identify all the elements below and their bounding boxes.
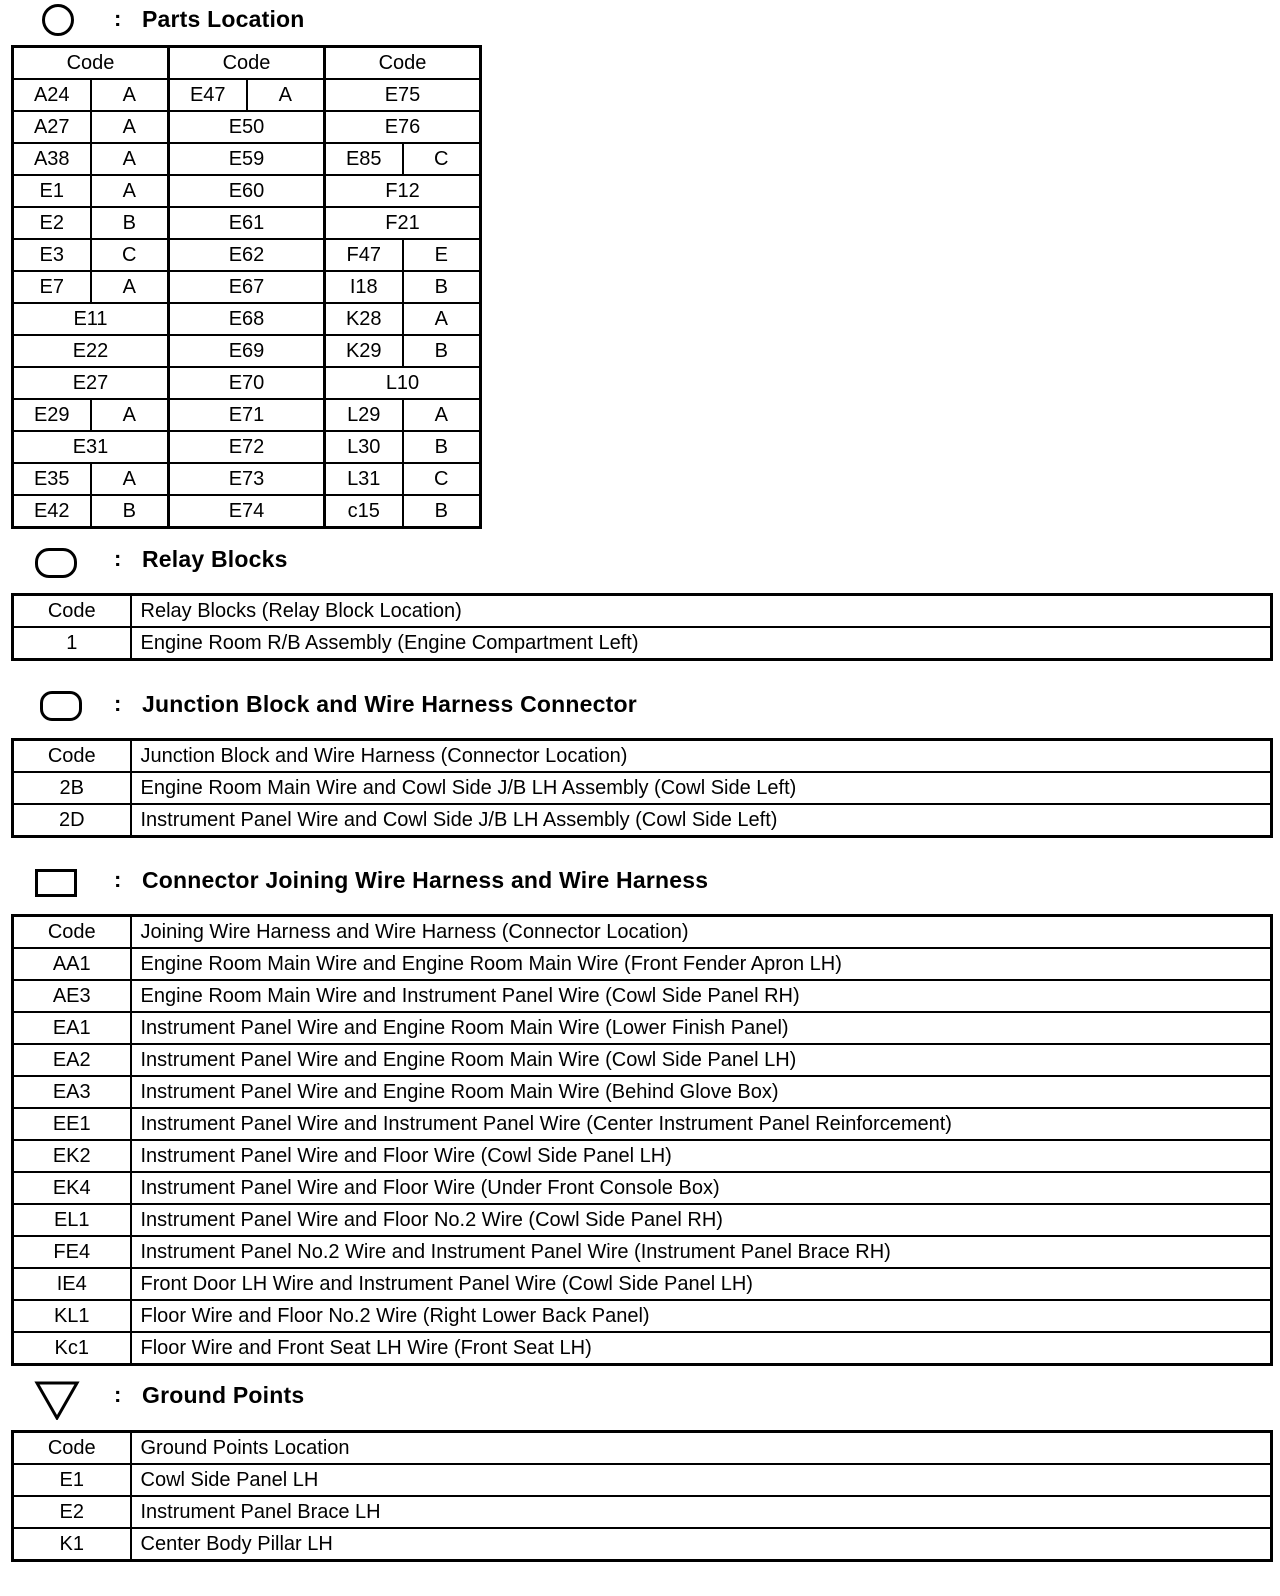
parts-location-header: [0, 4, 1280, 40]
location-cell: B: [403, 335, 481, 367]
code-cell: EK2: [13, 1140, 131, 1172]
table-row: [13, 175, 481, 207]
location-cell: B: [403, 271, 481, 303]
location-cell: B: [91, 495, 169, 528]
code-cell: I18: [325, 271, 403, 303]
code-cell: E3: [13, 239, 91, 271]
code-cell: 1: [13, 627, 131, 660]
code-cell: E59: [169, 143, 325, 175]
table-row: [13, 1172, 1272, 1204]
location-cell: A: [91, 175, 169, 207]
code-cell: E69: [169, 335, 325, 367]
ground-points-header: [0, 1380, 1280, 1416]
section-title: Relay Blocks: [142, 546, 288, 572]
code-cell: E1: [13, 175, 91, 207]
location-cell: B: [403, 431, 481, 463]
description-cell: Engine Room Main Wire and Cowl Side J/B LH Assembly (Cowl Side Left): [131, 772, 1272, 804]
table-row: [13, 980, 1272, 1012]
table-row: [13, 1076, 1272, 1108]
table-row: [13, 239, 481, 271]
table-row: [13, 303, 481, 335]
description-cell: Instrument Panel Wire and Cowl Side J/B LH Assembly (Cowl Side Left): [131, 804, 1272, 837]
location-cell: B: [403, 495, 481, 528]
description-cell: Instrument Panel Wire and Engine Room Main Wire (Cowl Side Panel LH): [131, 1044, 1272, 1076]
table-row: [13, 772, 1272, 804]
code-cell: A38: [13, 143, 91, 175]
table-row: [13, 1300, 1272, 1332]
section-colon: :: [114, 691, 122, 716]
code-cell: L10: [325, 367, 481, 399]
code-cell: E29: [13, 399, 91, 431]
junction-block-header: [0, 689, 1280, 725]
code-cell: 2D: [13, 804, 131, 837]
section-title: Connector Joining Wire Harness and Wire Harness: [142, 867, 709, 893]
code-cell: EA1: [13, 1012, 131, 1044]
column-header: Code: [13, 1432, 131, 1465]
section-title: Ground Points: [142, 1382, 305, 1408]
code-cell: c15: [325, 495, 403, 528]
code-cell: E75: [325, 79, 481, 111]
code-cell: F12: [325, 175, 481, 207]
table-row: [13, 1464, 1272, 1496]
code-cell: L30: [325, 431, 403, 463]
description-cell: Instrument Panel Wire and Engine Room Main Wire (Lower Finish Panel): [131, 1012, 1272, 1044]
location-cell: C: [403, 143, 481, 175]
section-colon: :: [114, 867, 122, 892]
code-cell: E61: [169, 207, 325, 239]
code-cell: F21: [325, 207, 481, 239]
column-header: Code: [13, 47, 169, 80]
code-cell: A24: [13, 79, 91, 111]
table-row: [13, 367, 481, 399]
table-header-row: [13, 740, 1272, 773]
description-cell: Instrument Panel Wire and Engine Room Main Wire (Behind Glove Box): [131, 1076, 1272, 1108]
code-cell: E11: [13, 303, 169, 335]
code-cell: E74: [169, 495, 325, 528]
table-row: [13, 111, 481, 143]
junction-block-table: [11, 738, 1273, 838]
column-header: Code: [13, 916, 131, 949]
table-row: [13, 399, 481, 431]
code-cell: KL1: [13, 1300, 131, 1332]
relay-blocks-header: [0, 544, 1280, 580]
parts-location-table: [11, 45, 482, 529]
description-cell: Cowl Side Panel LH: [131, 1464, 1272, 1496]
code-cell: E50: [169, 111, 325, 143]
column-header: Joining Wire Harness and Wire Harness (Connector Location): [131, 916, 1272, 949]
description-cell: Instrument Panel Brace LH: [131, 1496, 1272, 1528]
code-cell: K28: [325, 303, 403, 335]
section-colon: :: [114, 546, 122, 571]
code-cell: E35: [13, 463, 91, 495]
description-cell: Instrument Panel Wire and Floor Wire (Under Front Console Box): [131, 1172, 1272, 1204]
code-cell: EK4: [13, 1172, 131, 1204]
location-cell: A: [247, 79, 325, 111]
section-title: Parts Location: [142, 6, 305, 32]
location-cell: A: [91, 111, 169, 143]
rectangle-icon: [35, 869, 77, 897]
code-cell: K1: [13, 1528, 131, 1561]
location-cell: A: [91, 143, 169, 175]
description-cell: Front Door LH Wire and Instrument Panel Wire (Cowl Side Panel LH): [131, 1268, 1272, 1300]
rounded-rect-icon: [35, 548, 77, 578]
location-cell: A: [91, 79, 169, 111]
code-cell: E22: [13, 335, 169, 367]
table-row: [13, 335, 481, 367]
table-header-row: [13, 1432, 1272, 1465]
table-row: [13, 207, 481, 239]
code-cell: E1: [13, 1464, 131, 1496]
table-row: [13, 948, 1272, 980]
code-cell: E85: [325, 143, 403, 175]
code-cell: E27: [13, 367, 169, 399]
description-cell: Floor Wire and Front Seat LH Wire (Front Seat LH): [131, 1332, 1272, 1365]
code-cell: AA1: [13, 948, 131, 980]
code-cell: EA3: [13, 1076, 131, 1108]
column-header: Ground Points Location: [131, 1432, 1272, 1465]
table-row: [13, 804, 1272, 837]
section-colon: :: [114, 6, 122, 31]
table-row: [13, 495, 481, 528]
location-cell: C: [403, 463, 481, 495]
code-cell: FE4: [13, 1236, 131, 1268]
location-cell: B: [91, 207, 169, 239]
description-cell: Engine Room R/B Assembly (Engine Compartment Left): [131, 627, 1272, 660]
column-header: Code: [169, 47, 325, 80]
table-header-row: [13, 595, 1272, 628]
table-row: [13, 1108, 1272, 1140]
location-cell: A: [403, 399, 481, 431]
location-cell: A: [403, 303, 481, 335]
relay-blocks-table: [11, 593, 1273, 661]
location-cell: A: [91, 463, 169, 495]
table-row: [13, 271, 481, 303]
table-row: [13, 1140, 1272, 1172]
column-header: Code: [325, 47, 481, 80]
code-cell: E62: [169, 239, 325, 271]
table-row: [13, 1236, 1272, 1268]
location-cell: E: [403, 239, 481, 271]
location-cell: A: [91, 399, 169, 431]
location-cell: A: [91, 271, 169, 303]
code-cell: L31: [325, 463, 403, 495]
table-header-row: [13, 916, 1272, 949]
column-header: Code: [13, 595, 131, 628]
table-row: [13, 1012, 1272, 1044]
circle-icon: [42, 4, 74, 36]
code-cell: E2: [13, 207, 91, 239]
table-row: [13, 79, 481, 111]
table-row: [13, 627, 1272, 660]
table-row: [13, 1528, 1272, 1561]
description-cell: Instrument Panel Wire and Instrument Panel Wire (Center Instrument Panel Reinforcement): [131, 1108, 1272, 1140]
column-header: Relay Blocks (Relay Block Location): [131, 595, 1272, 628]
code-cell: E76: [325, 111, 481, 143]
code-cell: EE1: [13, 1108, 131, 1140]
table-row: [13, 1268, 1272, 1300]
code-cell: E70: [169, 367, 325, 399]
code-cell: 2B: [13, 772, 131, 804]
code-cell: EA2: [13, 1044, 131, 1076]
code-cell: E68: [169, 303, 325, 335]
ground-points-table: [11, 1430, 1273, 1562]
description-cell: Engine Room Main Wire and Instrument Panel Wire (Cowl Side Panel RH): [131, 980, 1272, 1012]
code-cell: L29: [325, 399, 403, 431]
table-header-row: [13, 47, 481, 80]
code-cell: E72: [169, 431, 325, 463]
rounded-box-icon: [40, 691, 82, 721]
code-cell: E7: [13, 271, 91, 303]
code-cell: Kc1: [13, 1332, 131, 1365]
code-cell: E2: [13, 1496, 131, 1528]
code-cell: E31: [13, 431, 169, 463]
code-cell: E71: [169, 399, 325, 431]
table-row: [13, 463, 481, 495]
code-cell: E67: [169, 271, 325, 303]
table-row: [13, 431, 481, 463]
description-cell: Center Body Pillar LH: [131, 1528, 1272, 1561]
column-header: Code: [13, 740, 131, 773]
table-row: [13, 1044, 1272, 1076]
code-cell: F47: [325, 239, 403, 271]
code-cell: E47: [169, 79, 247, 111]
triangle-down-icon: [34, 1380, 80, 1420]
code-cell: A27: [13, 111, 91, 143]
section-colon: :: [114, 1382, 122, 1407]
code-cell: EL1: [13, 1204, 131, 1236]
table-row: [13, 1496, 1272, 1528]
code-cell: E73: [169, 463, 325, 495]
connector-joining-header: [0, 865, 1280, 901]
description-cell: Instrument Panel No.2 Wire and Instrument Panel Wire (Instrument Panel Brace RH): [131, 1236, 1272, 1268]
code-cell: E42: [13, 495, 91, 528]
connector-joining-table: [11, 914, 1273, 1366]
location-cell: C: [91, 239, 169, 271]
table-row: [13, 1204, 1272, 1236]
description-cell: Floor Wire and Floor No.2 Wire (Right Lower Back Panel): [131, 1300, 1272, 1332]
table-row: [13, 143, 481, 175]
section-title: Junction Block and Wire Harness Connector: [142, 691, 637, 717]
description-cell: Engine Room Main Wire and Engine Room Main Wire (Front Fender Apron LH): [131, 948, 1272, 980]
description-cell: Instrument Panel Wire and Floor Wire (Cowl Side Panel LH): [131, 1140, 1272, 1172]
column-header: Junction Block and Wire Harness (Connector Location): [131, 740, 1272, 773]
description-cell: Instrument Panel Wire and Floor No.2 Wire (Cowl Side Panel RH): [131, 1204, 1272, 1236]
code-cell: K29: [325, 335, 403, 367]
code-cell: AE3: [13, 980, 131, 1012]
table-row: [13, 1332, 1272, 1365]
code-cell: IE4: [13, 1268, 131, 1300]
code-cell: E60: [169, 175, 325, 207]
